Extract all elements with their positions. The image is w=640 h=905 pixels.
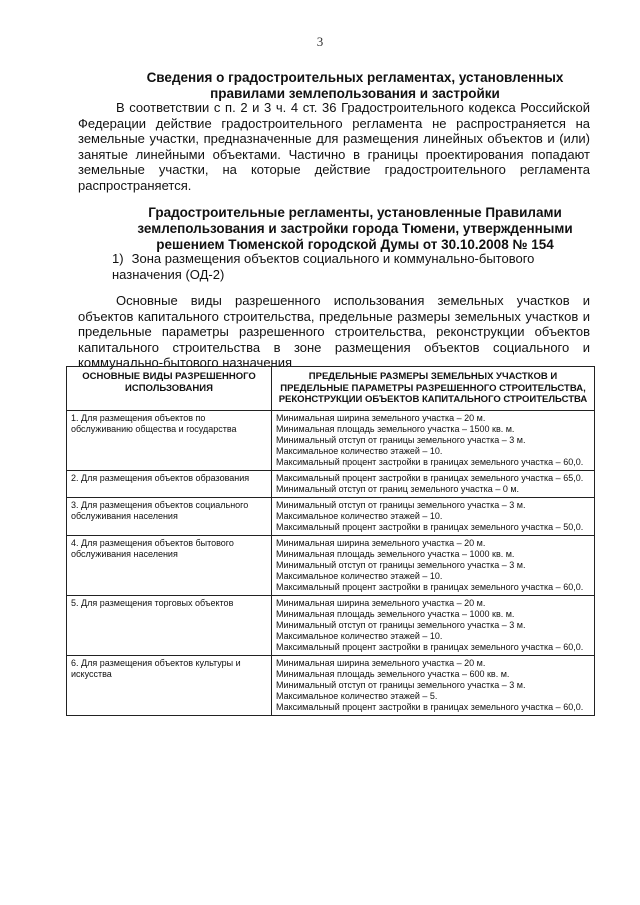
table-header-row [67, 367, 595, 411]
param-line: Минимальная площадь земельного участка – 1000 кв. м. [276, 608, 515, 619]
table-row [67, 410, 595, 470]
table-row [67, 470, 595, 497]
params-cell [272, 595, 595, 655]
params-cell [272, 535, 595, 595]
table-row [67, 497, 595, 535]
use-cell: 6. Для размещения объектов культуры и искусства [67, 655, 272, 715]
param-line: Максимальный процент застройки в границах земельного участка – 50,0. [276, 521, 584, 532]
zone-paragraph: Основные виды разрешенного использования земельных участков и объектов капитального строительства, предельные размеры земельных участков и предельные параметры разрешенного строительства, реконструкции объектов капитального строительства в зоне размещения объектов социального и коммунально-бытового назначения [78, 293, 590, 371]
param-line: Минимальная площадь земельного участка – 1000 кв. м. [276, 548, 515, 559]
section-title: Сведения о градостроительных регламентах, установленных правилами землепользования и застройки [146, 70, 564, 101]
use-cell: 1. Для размещения объектов по обслуживанию общества и государства [67, 410, 272, 470]
use-cell: 2. Для размещения объектов образования [67, 470, 272, 497]
param-line: Минимальный отступ от границ земельного участка – 0 м. [276, 483, 520, 494]
params-cell [272, 470, 595, 497]
params-cell [272, 410, 595, 470]
header-params: ПРЕДЕЛЬНЫЕ РАЗМЕРЫ ЗЕМЕЛЬНЫХ УЧАСТКОВ И ПРЕДЕЛЬНЫЕ ПАРАМЕТРЫ РАЗРЕШЕННОГО СТРОИТЕЛЬСТВА, РЕКОНСТРУКЦИИ ОБЪЕКТОВ КАПИТАЛЬНОГО СТРОИТЕЛЬСТВА [272, 367, 595, 411]
use-cell: 5. Для размещения торговых объектов [67, 595, 272, 655]
param-line: Минимальная ширина земельного участка – 20 м. [276, 537, 486, 548]
param-line: Минимальный отступ от границы земельного участка – 3 м. [276, 499, 526, 510]
params-cell [272, 655, 595, 715]
params-cell [272, 497, 595, 535]
param-line: Минимальный отступ от границы земельного участка – 3 м. [276, 679, 526, 690]
use-cell: 3. Для размещения объектов социального обслуживания населения [67, 497, 272, 535]
param-line: Максимальное количество этажей – 10. [276, 510, 443, 521]
param-line: Максимальное количество этажей – 10. [276, 570, 443, 581]
param-line: Минимальная ширина земельного участка – 20 м. [276, 657, 486, 668]
param-line: Минимальная площадь земельного участка – 600 кв. м. [276, 668, 510, 679]
zone-item-text: Зона размещения объектов социального и коммунально-бытового назначения (ОД-2) [112, 251, 535, 282]
regulations-title: Градостроительные регламенты, установленные Правилами землепользования и застройки города Тюмени, утвержденными решением Тюменской городской Думы от 30.10.2008 № 154 [137, 205, 573, 252]
intro-paragraph: В соответствии с п. 2 и 3 ч. 4 ст. 36 Градостроительного кодекса Российской Федерации действие градостроительного регламента не распространяется на земельные участки, предназначенные для размещения линейных объектов и (или) занятые линейными объектами. Частично в границы проектирования попадают земельные участки, на которые действие градостроительного регламента распространяется. [78, 100, 590, 193]
table-row [67, 535, 595, 595]
param-line: Максимальный процент застройки в границах земельного участка – 60,0. [276, 641, 584, 652]
table-row [67, 655, 595, 715]
param-line: Максимальный процент застройки в границах земельного участка – 60,0. [276, 456, 584, 467]
regulations-table [66, 366, 595, 716]
param-line: Максимальное количество этажей – 5. [276, 690, 438, 701]
param-line: Максимальный процент застройки в границах земельного участка – 60,0. [276, 581, 584, 592]
header-use: ОСНОВНЫЕ ВИДЫ РАЗРЕШЕННОГО ИСПОЛЬЗОВАНИЯ [67, 367, 272, 411]
use-cell: 4. Для размещения объектов бытового обслуживания населения [67, 535, 272, 595]
param-line: Минимальная площадь земельного участка – 1500 кв. м. [276, 423, 515, 434]
page-number: 3 [316, 34, 324, 49]
param-line: Максимальное количество этажей – 10. [276, 630, 443, 641]
param-line: Минимальный отступ от границы земельного участка – 3 м. [276, 434, 526, 445]
param-line: Максимальное количество этажей – 10. [276, 445, 443, 456]
zone-item-number: 1) [112, 251, 124, 266]
param-line: Минимальная ширина земельного участка – 20 м. [276, 412, 486, 423]
table-row [67, 595, 595, 655]
param-line: Минимальный отступ от границы земельного участка – 3 м. [276, 619, 526, 630]
zone-list-item [112, 251, 582, 282]
param-line: Максимальный процент застройки в границах земельного участка – 65,0. [276, 472, 584, 483]
param-line: Минимальная ширина земельного участка – 20 м. [276, 597, 486, 608]
param-line: Максимальный процент застройки в границах земельного участка – 60,0. [276, 701, 584, 712]
param-line: Минимальный отступ от границы земельного участка – 3 м. [276, 559, 526, 570]
